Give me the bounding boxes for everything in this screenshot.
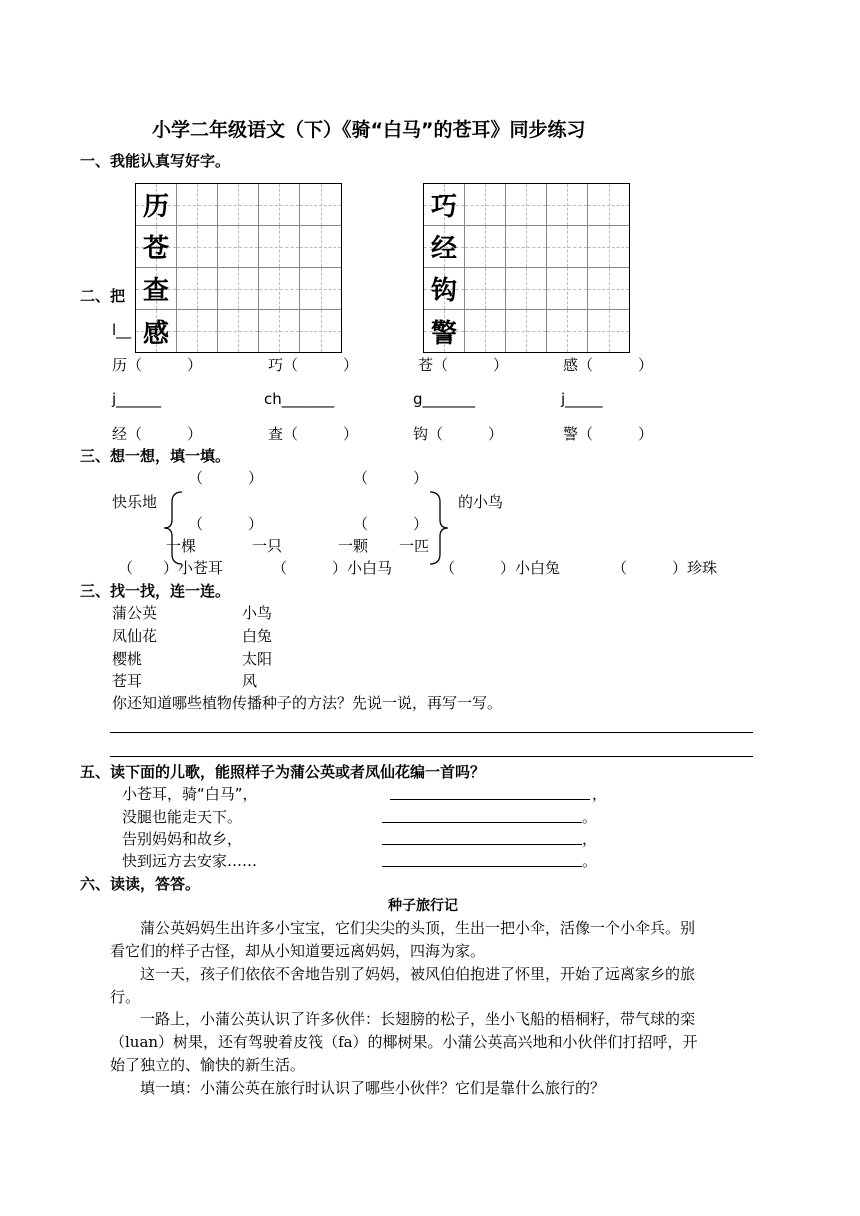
writing-grid-left [135,183,342,353]
bird-label: 的小鸟 [458,493,504,511]
writing-grid-right [423,183,630,353]
grid-char: 查 [142,276,169,306]
section-3-heading: 三、想一想，填一填。 [80,447,231,465]
grid-char: 警 [430,318,457,349]
section-5-heading: 五、读下面的儿歌，能照样子为蒲公英或者凤仙花编一首吗？ [80,763,486,781]
blank-paren: （ ） [188,515,264,533]
section-6-heading: 六、读读，答答。 [80,875,201,893]
happy-label: 快乐地 [112,493,158,511]
right-brace [428,490,450,566]
plant-question: 你还知道哪些植物传播种子的方法？先说一说，再写一写。 [112,694,503,712]
grid-char: 巧 [430,192,457,222]
passage-title: 种子旅行记 [388,898,458,914]
blank-paren: （ ） [188,469,264,487]
grid-char: 钩 [430,276,457,306]
pinyin-initial: l__ [112,321,132,339]
answer-line [110,732,753,733]
section-4-heading: 三、找一找，连一连。 [80,582,231,600]
page-title: 小学二年级语文（下）《骑“白马”的苍耳》同步练习 [152,119,586,141]
answer-line [110,756,753,757]
grid-char: 经 [430,234,457,264]
grid-char: 苍 [142,234,169,264]
section-2-heading: 二、把 [80,287,126,305]
grid-char: 历 [142,192,169,222]
section-1-heading: 一、我能认真写好字。 [80,152,231,170]
grid-char: 感 [142,318,169,349]
blank-paren: （ ） [353,469,429,487]
blank-paren: （ ） [353,515,429,533]
